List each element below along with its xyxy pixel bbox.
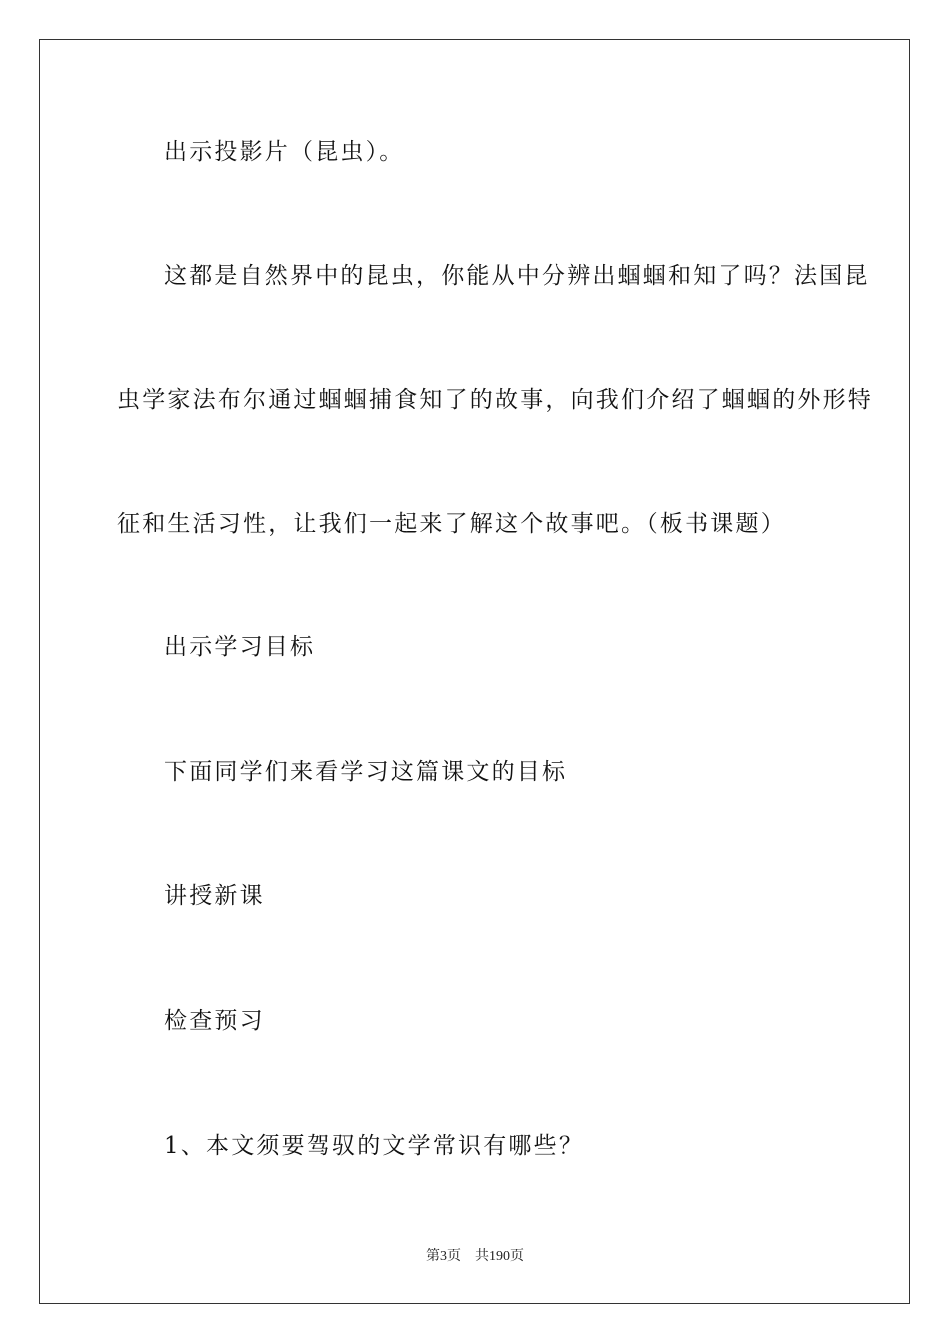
paragraph-line: 下面同学们来看学习这篇课文的目标 — [164, 759, 568, 785]
paragraph-line: 检查预习 — [164, 1008, 265, 1034]
paragraph-line: 讲授新课 — [164, 883, 265, 909]
page-border — [39, 39, 910, 1304]
total-page-count: 共190页 — [475, 1249, 524, 1264]
paragraph-line: 虫学家法布尔通过蝈蝈捕食知了的故事，向我们介绍了蝈蝈的外形特 — [117, 387, 873, 413]
paragraph-line: 出示投影片（昆虫）。 — [164, 139, 405, 165]
page-footer — [0, 1248, 950, 1266]
paragraph-line: 1、本文须要驾驭的文学常识有哪些？ — [164, 1133, 585, 1159]
paragraph-line: 出示学习目标 — [164, 634, 316, 660]
current-page-number: 第3页 — [426, 1249, 461, 1264]
paragraph-line: 征和生活习性，让我们一起来了解这个故事吧。（板书课题） — [117, 511, 786, 537]
paragraph-line: 这都是自然界中的昆虫，你能从中分辨出蝈蝈和知了吗？法国昆 — [164, 263, 870, 289]
